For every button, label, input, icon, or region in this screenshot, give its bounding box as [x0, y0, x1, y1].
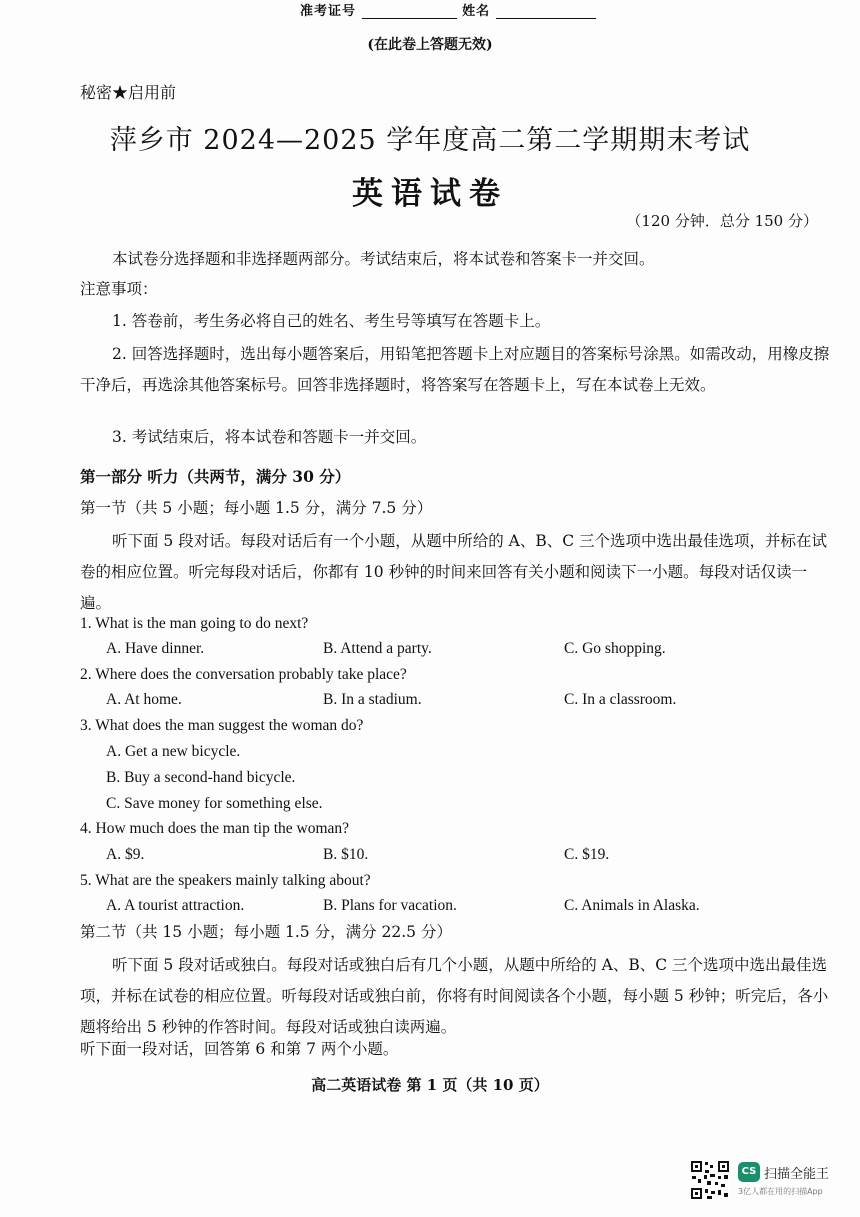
time-and-score: （120 分钟．总分 150 分）: [626, 212, 818, 230]
question-4-stem: 4. How much does the man tip the woman?: [80, 820, 350, 837]
name-label: 姓名: [462, 4, 491, 19]
qr-code-icon: [690, 1160, 730, 1200]
question-3-option-b: B. Buy a second-hand bicycle.: [106, 769, 296, 786]
notes-heading: 注意事项：: [80, 280, 158, 298]
exam-number-label: 准考证号: [300, 4, 357, 19]
exam-number-blank: [362, 6, 457, 19]
name-blank: [496, 6, 596, 19]
question-4-option-b: B. $10.: [323, 846, 369, 863]
question-3-option-c: C. Save money for something else.: [106, 795, 323, 812]
question-1-option-c: C. Go shopping.: [564, 640, 666, 657]
no-answer-notice: (在此卷上答题无效): [367, 37, 493, 53]
section1-heading: 第一节（共 5 小题；每小题 1.5 分，满分 7.5 分）: [80, 499, 433, 517]
question-1-stem: 1. What is the man going to do next?: [80, 615, 309, 632]
note-1: 1. 答卷前，考生务必将自己的姓名、考生号等填写在答题卡上。: [112, 312, 551, 330]
question-5-stem: 5. What are the speakers mainly talking about?: [80, 872, 371, 889]
note-2: 2. 回答选择题时，选出每小题答案后，用铅笔把答题卡上对应题目的答案标号涂黑。如需改动，用橡皮擦干净后，再选涂其他答案标号。回答非选择题时，将答案写在答题卡上，写在本试卷上无效。: [80, 345, 830, 394]
part1-heading: 第一部分 听力（共两节，满分 30 分）: [80, 467, 351, 486]
candidate-info-line: [300, 0, 596, 19]
section2-instructions: 听下面 5 段对话或独白。每段对话或独白后有几个小题，从题中所给的 A、B、C 三个选项中选出最佳选项，并标在试卷的相应位置。听每段对话或独白前，你将有时间阅读各个小题，每小题 5 秒钟；听完后，各小题将给出 5 秒钟的作答时间。每段对话或独白读两遍。: [80, 956, 829, 1036]
question-2-stem: 2. Where does the conversation probably take place?: [80, 666, 407, 683]
question-5-option-a: A. A tourist attraction.: [106, 897, 245, 914]
question-3-option-a: A. Get a new bicycle.: [106, 743, 241, 760]
question-1-option-a: A. Have dinner.: [106, 640, 205, 657]
question-1-option-b: B. Attend a party.: [323, 640, 432, 657]
camscanner-tagline: 3亿人都在用的扫描App: [738, 1187, 823, 1196]
page-footer: 高二英语试卷 第 1 页（共 10 页）: [311, 1076, 549, 1094]
section2-lead: 听下面一段对话，回答第 6 和第 7 两个小题。: [80, 1040, 399, 1058]
exam-title: 萍乡市 2024—2025 学年度高二第二学期期末考试: [109, 125, 751, 156]
scanner-watermark: [690, 1160, 830, 1204]
camscanner-name: 扫描全能王: [764, 1167, 830, 1182]
confidential-mark: 秘密★启用前: [80, 83, 177, 102]
question-5-option-b: B. Plans for vacation.: [323, 897, 457, 914]
question-4-option-a: A. $9.: [106, 846, 145, 863]
note-3: 3. 考试结束后，将本试卷和答题卡一并交回。: [112, 428, 427, 446]
question-3-stem: 3. What does the man suggest the woman do?: [80, 717, 364, 734]
question-2-option-a: A. At home.: [106, 691, 182, 708]
question-5-option-c: C. Animals in Alaska.: [564, 897, 700, 914]
camscanner-logo: CS: [738, 1162, 760, 1182]
section1-instructions: 听下面 5 段对话。每段对话后有一个小题，从题中所给的 A、B、C 三个选项中选出最佳选项，并标在试卷的相应位置。听完每段对话后，你都有 10 秒钟的时间来回答有关小题和阅读下一小题。每段对话仅读一遍。: [80, 532, 828, 612]
question-2-option-b: B. In a stadium.: [323, 691, 422, 708]
exam-subject: 英语试卷: [352, 176, 508, 212]
question-2-option-c: C. In a classroom.: [564, 691, 677, 708]
intro-text: 本试卷分选择题和非选择题两部分。考试结束后，将本试卷和答案卡一并交回。: [112, 250, 655, 268]
question-4-option-c: C. $19.: [564, 846, 610, 863]
section2-heading: 第二节（共 15 小题；每小题 1.5 分，满分 22.5 分）: [80, 923, 452, 941]
